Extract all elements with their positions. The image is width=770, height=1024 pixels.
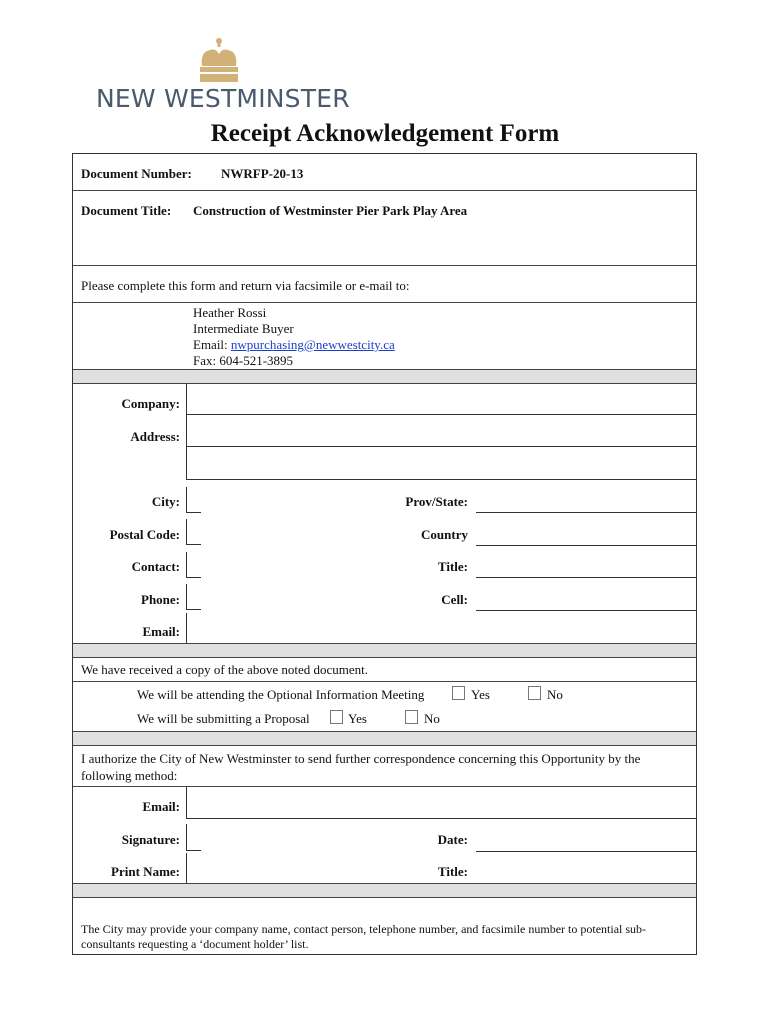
meeting-no-checkbox[interactable] bbox=[528, 686, 541, 700]
form-title: Receipt Acknowledgement Form bbox=[210, 120, 560, 147]
contact-name: Heather Rossi bbox=[193, 305, 267, 320]
grey-band bbox=[73, 883, 696, 898]
country-field[interactable] bbox=[476, 545, 696, 546]
proposal-yes-label: Yes bbox=[348, 711, 367, 726]
contact-email-label: Email: bbox=[193, 337, 231, 352]
proposal-text: We will be submitting a Proposal bbox=[137, 711, 310, 726]
title-field[interactable] bbox=[476, 577, 696, 578]
contact-label: Contact: bbox=[131, 559, 180, 574]
contact-role: Intermediate Buyer bbox=[193, 321, 294, 336]
cell-field[interactable] bbox=[476, 610, 696, 611]
divider bbox=[73, 190, 696, 191]
grey-band bbox=[73, 369, 696, 384]
proposal-no-label: No bbox=[424, 711, 440, 726]
email-label: Email: bbox=[142, 624, 180, 639]
contact-field[interactable] bbox=[186, 552, 201, 578]
grey-band bbox=[73, 731, 696, 746]
document-title-value: Construction of Westminster Pier Park Play Area bbox=[193, 203, 468, 218]
prov-state-label: Prov/State: bbox=[405, 494, 468, 509]
postal-code-label: Postal Code: bbox=[109, 527, 180, 542]
auth-email-field[interactable] bbox=[186, 787, 696, 819]
print-name-field[interactable] bbox=[186, 853, 201, 883]
proposal-no-checkbox[interactable] bbox=[405, 710, 418, 724]
instructions-text: Please complete this form and return via facsimile or e-mail to: bbox=[81, 278, 410, 293]
print-title-label: Title: bbox=[437, 864, 468, 879]
document-title-label: Document Title: bbox=[81, 203, 172, 218]
country-label: Country bbox=[421, 527, 468, 542]
contact-email-link[interactable]: nwpurchasing@newwestcity.ca bbox=[230, 337, 395, 352]
footer-note: The City may provide your company name, contact person, telephone number, and facsimile number to potential sub-consultants requesting a ‘document holder’ list. bbox=[81, 922, 647, 951]
phone-field[interactable] bbox=[186, 584, 201, 610]
received-statement: We have received a copy of the above noted document. bbox=[81, 662, 368, 677]
auth-email-label: Email: bbox=[142, 799, 180, 814]
address-field-line2[interactable] bbox=[186, 447, 696, 480]
signature-label: Signature: bbox=[121, 832, 180, 847]
date-label: Date: bbox=[437, 832, 468, 847]
logo-wordmark: NEW WESTMINSTER bbox=[96, 84, 350, 113]
contact-fax: Fax: 604-521-3895 bbox=[193, 353, 294, 368]
city-label: City: bbox=[151, 494, 180, 509]
address-field-line1[interactable] bbox=[186, 415, 696, 447]
meeting-yes-label: Yes bbox=[471, 687, 490, 702]
postal-code-field[interactable] bbox=[186, 519, 201, 545]
grey-band bbox=[73, 643, 696, 658]
prov-state-field[interactable] bbox=[476, 512, 696, 513]
divider bbox=[73, 681, 696, 682]
company-label: Company: bbox=[121, 396, 180, 411]
meeting-yes-checkbox[interactable] bbox=[452, 686, 465, 700]
signature-field[interactable] bbox=[186, 824, 201, 851]
authorize-statement: I authorize the City of New Westminster to send further correspondence concerning this Opportunity by the following method: bbox=[81, 751, 641, 783]
document-number-label: Document Number: bbox=[81, 166, 192, 181]
proposal-yes-checkbox[interactable] bbox=[330, 710, 343, 724]
divider bbox=[73, 265, 696, 266]
title-label: Title: bbox=[437, 559, 468, 574]
document-number-value: NWRFP-20-13 bbox=[221, 166, 304, 181]
divider bbox=[73, 302, 696, 303]
meeting-no-label: No bbox=[547, 687, 563, 702]
city-field[interactable] bbox=[186, 487, 201, 513]
print-name-label: Print Name: bbox=[111, 864, 180, 879]
meeting-text: We will be attending the Optional Information Meeting bbox=[137, 687, 425, 702]
company-field[interactable] bbox=[186, 383, 696, 415]
email-field[interactable] bbox=[186, 613, 696, 643]
date-field[interactable] bbox=[476, 851, 696, 852]
address-label: Address: bbox=[130, 429, 180, 444]
cell-label: Cell: bbox=[441, 592, 468, 607]
phone-label: Phone: bbox=[141, 592, 180, 607]
contact-email bbox=[193, 337, 395, 353]
